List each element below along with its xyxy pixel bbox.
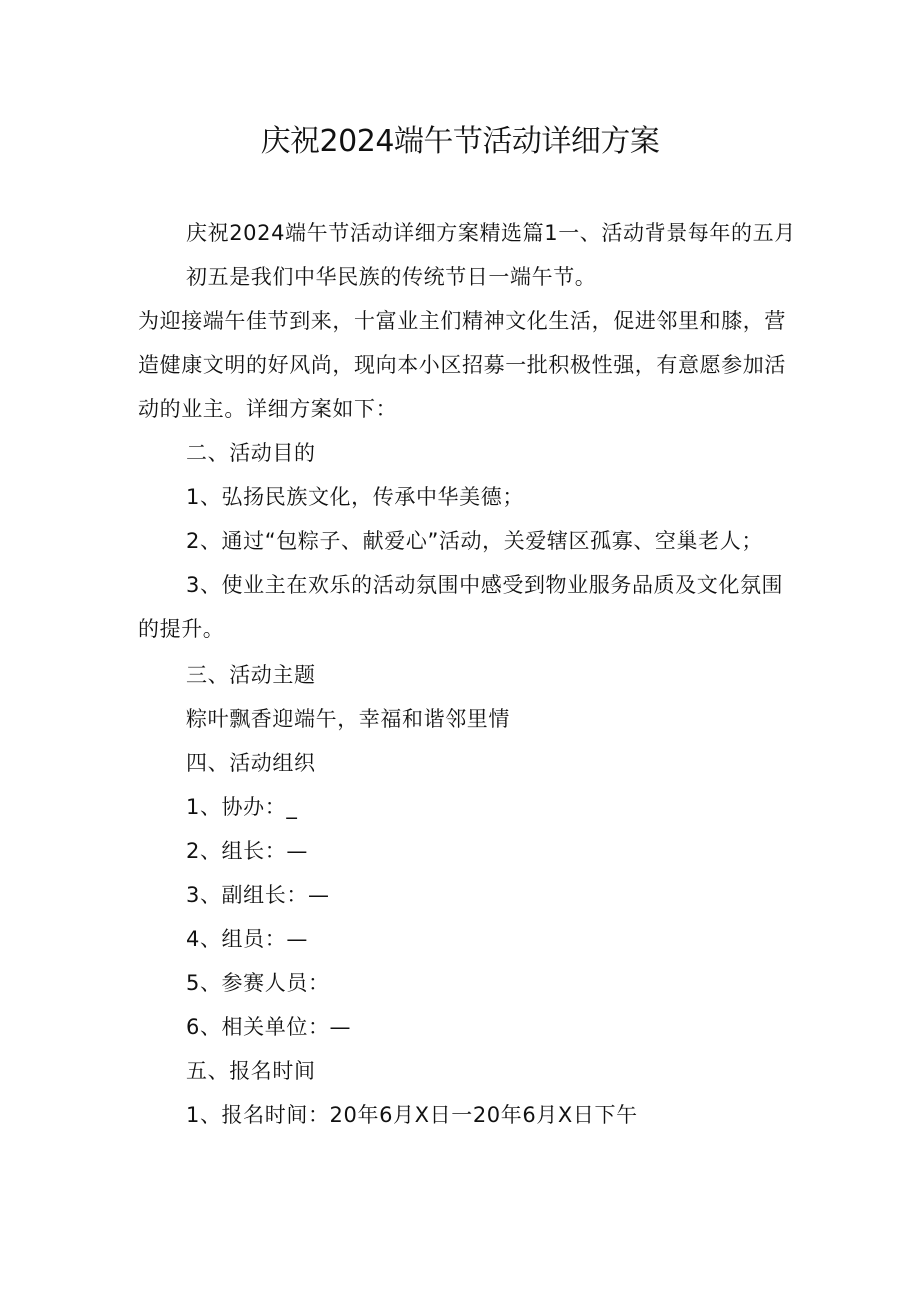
list-item-continuation: 的提升。 (138, 617, 225, 641)
paragraph-line: 初五是我们中华民族的传统节日一端午节。 (186, 265, 597, 289)
list-item: 3、副组长：— (186, 883, 330, 907)
section-heading: 五、报名时间 (186, 1059, 316, 1083)
list-item: 3、使业主在欢乐的活动氛围中感受到物业服务品质及文化氛围 (186, 573, 784, 597)
paragraph-line: 动的业主。详细方案如下： (138, 397, 398, 421)
list-item: 4、组员：— (186, 927, 308, 951)
section-heading: 二、活动目的 (186, 441, 316, 465)
document-title: 庆祝2024端午节活动详细方案 (260, 124, 660, 159)
list-item: 1、弘扬民族文化，传承中华美德； (186, 485, 524, 509)
paragraph-line: 造健康文明的好风尚，现向本小区招募一批积极性强，有意愿参加活 (138, 353, 786, 377)
list-item: 1、报名时间：20年6月X日一20年6月X日下午 (186, 1103, 638, 1127)
section-heading: 三、活动主题 (186, 663, 316, 687)
list-item: 1、协办：_ (186, 795, 298, 819)
list-item: 5、参赛人员： (186, 971, 330, 995)
list-item: 6、相关单位：— (186, 1015, 352, 1039)
paragraph-line: 为迎接端午佳节到来，十富业主们精神文化生活，促进邻里和膝，营 (138, 309, 786, 333)
paragraph-line: 庆祝2024端午节活动详细方案精选篇1一、活动背景每年的五月 (186, 221, 796, 245)
theme-text: 粽叶飘香迎端午，幸福和谐邻里情 (186, 707, 510, 731)
section-heading: 四、活动组织 (186, 751, 316, 775)
list-item: 2、组长：— (186, 839, 308, 863)
list-item: 2、通过“包粽子、献爱心”活动，关爱辖区孤寡、空巢老人； (186, 529, 763, 553)
